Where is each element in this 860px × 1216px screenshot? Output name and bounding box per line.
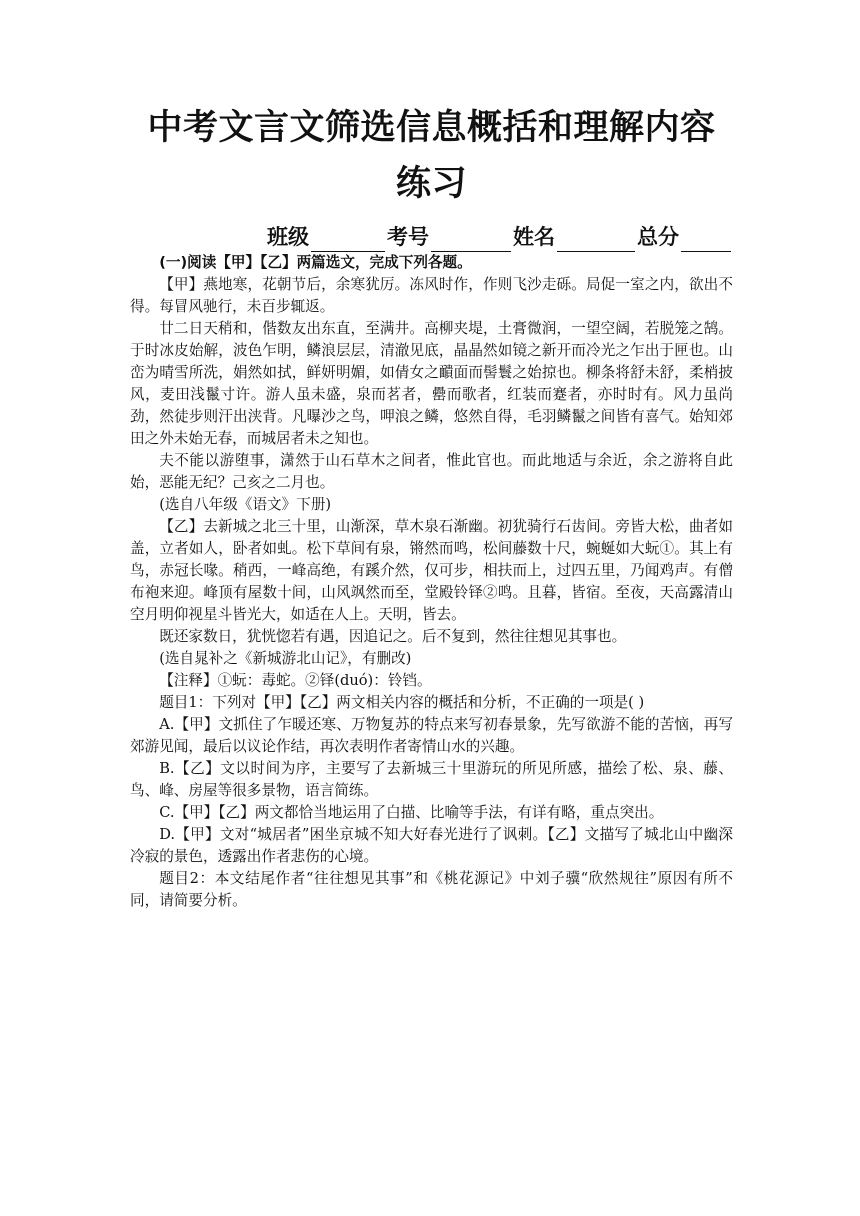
option-a: A.【甲】文抓住了乍暖还寒、万物复苏的特点来写初春景象，先写欲游不能的苦恼，再写郊游见闻，最后以议论作结，再次表明作者寄情山水的兴趣。 xyxy=(130,716,733,755)
number-blank xyxy=(431,227,511,252)
option-c: C.【甲】【乙】两文都恰当地运用了白描、比喻等手法，有详有略，重点突出。 xyxy=(159,804,664,821)
question-2: 题目2：本文结尾作者“往往想见其事”和《桃花源记》中刘子骥“欣然规往”原因有所不同，请简要分析。 xyxy=(130,870,733,909)
yi-paragraph-1: 【乙】去新城之北三十里，山渐深，草木泉石渐幽。初犹骑行石齿间。旁皆大松，曲者如盖，立者如人，卧者如虬。松下草间有泉，锵然而鸣，松间藤数十尺，蜿蜒如大蚖①。其上有鸟，赤冠长喙。稍西，一峰高绝，有蹊介然，仅可步，相扶而上，过四五里，乃闻鸡声。有僧布袍来迎。峰顶有屋数十间，山风飒然而至，堂殿铃铎②鸣。且暮，皆宿。至夜，天高露清山空月明仰视星斗皆光大，如适在人上。天明，皆去。 xyxy=(130,518,733,623)
jia-paragraph-3: 夫不能以游堕事，潇然于山石草木之间者，惟此官也。而此地适与余近，余之游将自此始，恶能无纪？己亥之二月也。 xyxy=(130,452,733,491)
document-page xyxy=(130,100,733,912)
jia-source: (选自八年级《语文》下册) xyxy=(159,496,332,513)
option-b: B.【乙】文以时间为序，主要写了去新城三十里游玩的所见所感，描绘了松、泉、藤、鸟、峰、房屋等很多景物，语言简练。 xyxy=(130,760,733,799)
question-1: 题目1：下列对【甲】【乙】两文相关内容的概括和分析，不正确的一项是( ) xyxy=(159,694,645,711)
class-blank xyxy=(311,227,385,252)
score-blank xyxy=(681,227,731,252)
jia-paragraph-2: 廿二日天稍和，偕数友出东直，至满井。高柳夹堤，土膏微润，一望空阔，若脱笼之鹄。于时冰皮始解，波色乍明，鳞浪层层，清澈见底，晶晶然如镜之新开而冷光之乍出于匣也。山峦为晴雪所洗，娟然如拭，鲜妍明媚，如倩女之靧面而髻鬟之始掠也。柳条将舒未舒，柔梢披风，麦田浅鬣寸许。游人虽未盛，泉而茗者，罍而歌者，红装而蹇者，亦时时有。风力虽尚劲，然徒步则汗出浃背。凡曝沙之鸟，呷浪之鳞，悠然自得，毛羽鳞鬣之间皆有喜气。始知郊田之外未始无春，而城居者未之知也。 xyxy=(130,320,733,447)
option-d: D.【甲】文对“城居者”困坐京城不知大好春光进行了讽刺。【乙】文描写了城北山中幽深冷寂的景色，透露出作者悲伤的心境。 xyxy=(130,826,733,865)
number-field xyxy=(387,218,513,252)
name-field xyxy=(513,218,637,252)
name-blank xyxy=(557,227,635,252)
score-label: 总分 xyxy=(637,225,679,249)
yi-source: (选自晁补之《新城游北山记》，有删改) xyxy=(159,650,412,667)
number-label: 考号 xyxy=(387,225,429,249)
student-info-line xyxy=(130,218,733,252)
score-field xyxy=(637,218,733,252)
class-label: 班级 xyxy=(267,225,309,249)
yi-paragraph-2: 既还家数日，犹恍惚若有遇，因追记之。后不复到，然往往想见其事也。 xyxy=(159,628,627,645)
jia-paragraph-1: 【甲】燕地寒，花朝节后，余寒犹厉。冻风时作，作则飞沙走砾。局促一室之内，欲出不得。每冒风驰行，未百步辄返。 xyxy=(130,276,733,315)
yi-notes: 【注释】①蚖：毒蛇。②铎(duó)：铃铛。 xyxy=(159,672,432,689)
name-label: 姓名 xyxy=(513,225,555,249)
section-heading: (一)阅读【甲】【乙】两篇选文，完成下列各题。 xyxy=(159,254,472,271)
document-title: 中考文言文筛选信息概括和理解内容练习 xyxy=(147,108,716,204)
class-field xyxy=(267,218,387,252)
